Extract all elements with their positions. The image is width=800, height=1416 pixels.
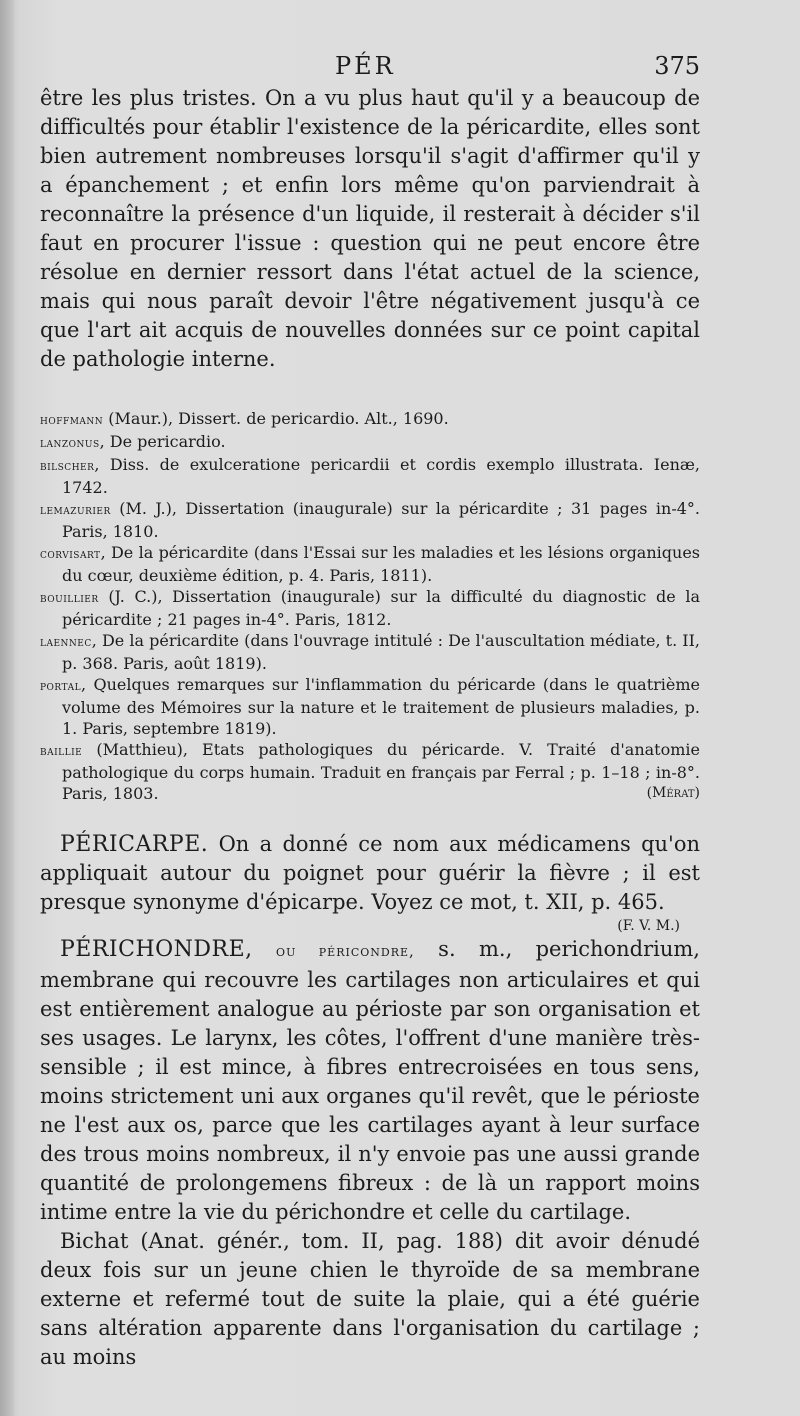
- intro-paragraph: être les plus tristes. On a vu plus haut qu'il y a beaucoup de difficultés pour établir l'existence de la péricardite, elles sont bien autrement nombreuses lorsqu'il s'agit d'affirmer qu'il y a épanchement ; et enfin lors même qu'on parviendrait à reconnaître la présence d'un liquide, il resterait à décider s'il faut en procurer l'issue : question qui ne peut encore être résolue en dernier ressort dans l'état actuel de la science, mais qui nous paraît devoir l'être négativement jusqu'à ce que l'art ait acquis de nouvelles données sur ce point capital de pathologie interne.: [40, 86, 700, 371]
- reference-author: laennec: [40, 635, 92, 650]
- running-title: PÉR: [335, 52, 396, 80]
- reference-text: , De la péricardite (dans l'ouvrage intitulé : De l'auscultation médiate, t. II, p. 368. Paris, août 1819).: [62, 631, 700, 673]
- headword-pericarpe: PÉRICARPE.: [60, 832, 209, 857]
- page-header: [40, 52, 700, 86]
- headword-variant: ou péricondre,: [276, 942, 415, 960]
- reference-item: [40, 739, 700, 804]
- entry-pericarpe: [40, 830, 700, 917]
- reference-author: hoffmann: [40, 413, 104, 428]
- page-number: 375: [654, 52, 700, 80]
- headword-perichondre: PÉRICHONDRE,: [60, 937, 253, 962]
- reference-item: [40, 630, 700, 674]
- reference-author: baillie: [40, 744, 83, 759]
- reference-text: , Quelques remarques sur l'inflammation du péricarde (dans le quatrième volume des Mémoires sur la nature et le traitement de plusieurs maladies, p. 1. Paris, septembre 1819).: [62, 675, 700, 738]
- reference-text: (J. C.), Dissertation (inaugurale) sur la difficulté du diagnostic de la péricardite ; 21 pages in-4°. Paris, 1812.: [62, 587, 701, 629]
- reference-item: [40, 542, 700, 586]
- reference-signature: (Mérat): [646, 785, 700, 801]
- entry-perichondre-text: s. m., perichondrium, membrane qui recouvre les cartilages non articulaires et qui est entièrement analogue au périoste par son organisation et ses usages. Le larynx, les côtes, l'offrent d'une manière très-sensible ; il est mince, à fibres entrecroisées en tous sens, moins strictement uni aux organes qu'il revêt, que le périoste ne l'est aux os, parce que les cartilages ayant à leur surface des trous moins nombreux, il n'y envoie pas une aussi grande quantité de prolongemens fibreux : de là un rapport moins intime entre la vie du périchondre et celle du cartilage.: [40, 937, 700, 1224]
- reference-author: lemazurier: [40, 503, 111, 518]
- reference-item: [40, 498, 700, 542]
- reference-item: [40, 408, 700, 431]
- page-gutter-shadow: [0, 0, 14, 1416]
- reference-author: portal: [40, 679, 82, 694]
- reference-text: (Maur.), Dissert. de pericardio. Alt., 1690.: [108, 409, 449, 428]
- reference-item: [40, 454, 700, 498]
- page-body: [40, 84, 700, 1372]
- reference-item: [40, 586, 700, 630]
- reference-text: (M. J.), Dissertation (inaugurale) sur la péricardite ; 31 pages in-4°. Paris, 1810.: [62, 499, 700, 541]
- reference-text: , De pericardio.: [99, 432, 226, 451]
- entry-pericarpe-text: On a donné ce nom aux médicamens qu'on appliquait autour du poignet pour guérir la fièvre ; il est presque synonyme d'épicarpe. Voyez ce mot, t. XII, p. 465.: [40, 832, 700, 914]
- bibliography: [40, 408, 700, 804]
- reference-author: corvisart: [40, 547, 101, 562]
- entry-bichat: Bichat (Anat. génér., tom. II, pag. 188) dit avoir dénudé deux fois sur un jeune chien le thyroïde de sa membrane externe et refermé tout de suite la plaie, qui a été guérie sans altération apparente dans l'organisation du cartilage ; au moins: [40, 1229, 700, 1369]
- reference-text: (Matthieu), Etats pathologiques du péricarde. V. Traité d'anatomie pathologique du corps humain. Traduit en français par Ferral ; p. 1–18 ; in-8°. Paris, 1803.: [62, 740, 701, 803]
- reference-item: [40, 431, 700, 454]
- reference-item: [40, 674, 700, 739]
- reference-text: , Diss. de exulceratione pericardii et cordis exemplo illustrata. Ienæ, 1742.: [62, 455, 700, 497]
- reference-author: bouillier: [40, 591, 99, 606]
- reference-author: lanzonus: [40, 436, 100, 451]
- entry-perichondre: [40, 935, 700, 1227]
- reference-author: bilscher: [40, 459, 95, 474]
- entry-pericarpe-signature: (F. V. M.): [617, 918, 680, 934]
- reference-text: , De la péricardite (dans l'Essai sur les maladies et les lésions organiques du cœur, deuxième édition, p. 4. Paris, 1811).: [62, 543, 700, 585]
